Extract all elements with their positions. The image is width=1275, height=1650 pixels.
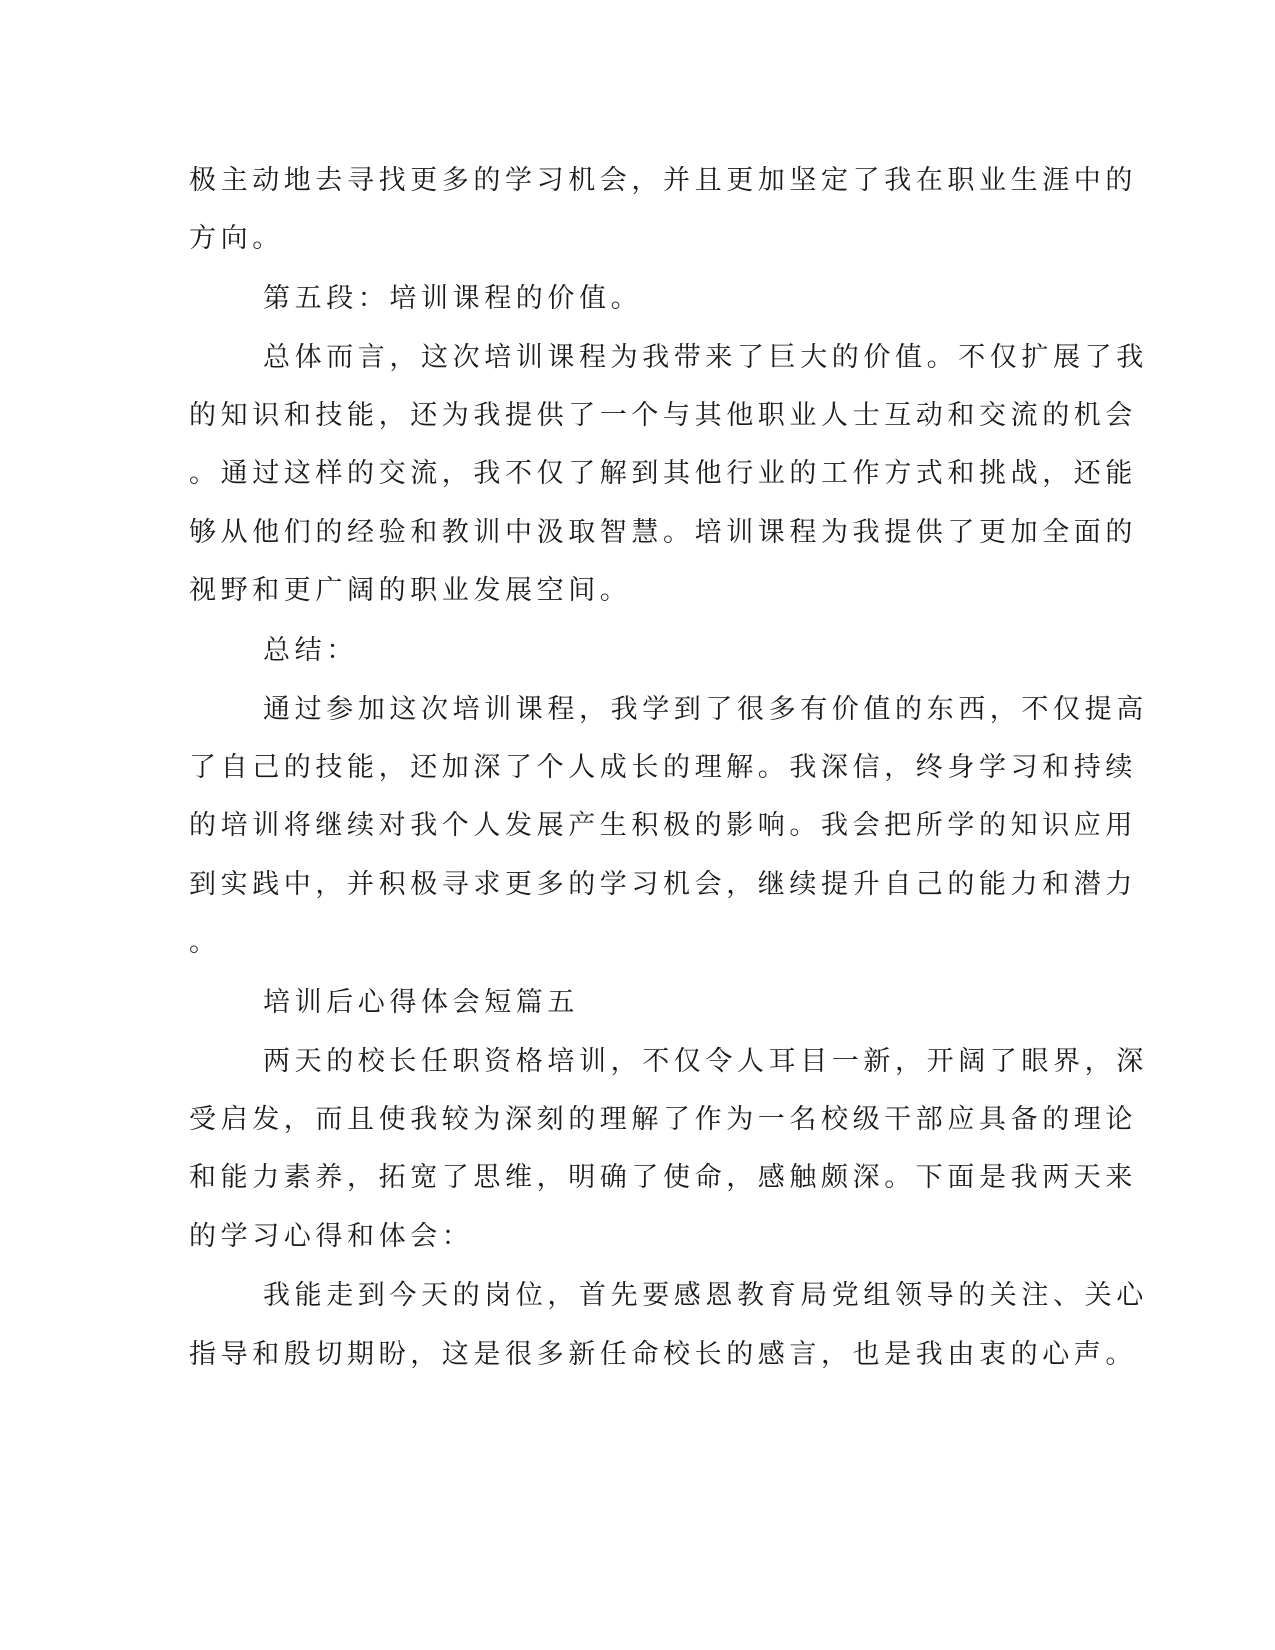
- text-line: 和能力素养，拓宽了思维，明确了使命，感触颇深。下面是我两天来: [189, 1162, 1137, 1193]
- text-line: 方向。: [189, 223, 284, 254]
- text-line: 了自己的技能，还加深了个人成长的理解。我深信，终身学习和持续: [189, 752, 1137, 783]
- text-line: 的学习心得和体会：: [189, 1221, 474, 1252]
- section-heading: 培训后心得体会短篇五: [263, 987, 579, 1018]
- text-line: 够从他们的经验和教训中汲取智慧。培训课程为我提供了更加全面的: [189, 517, 1137, 548]
- text-line: 视野和更广阔的职业发展空间。: [189, 575, 632, 606]
- text-line: 。通过这样的交流，我不仅了解到其他行业的工作方式和挑战，还能: [189, 458, 1137, 489]
- text-line: 我能走到今天的岗位，首先要感恩教育局党组领导的关注、关心: [263, 1280, 1148, 1311]
- text-line: 极主动地去寻找更多的学习机会，并且更加坚定了我在职业生涯中的: [189, 165, 1137, 196]
- text-line: 的知识和技能，还为我提供了一个与其他职业人士互动和交流的机会: [189, 400, 1137, 431]
- text-line: 指导和殷切期盼，这是很多新任命校长的感言，也是我由衷的心声。: [189, 1339, 1137, 1370]
- text-line: 通过参加这次培训课程，我学到了很多有价值的东西，不仅提高: [263, 694, 1148, 725]
- text-line: 两天的校长任职资格培训，不仅令人耳目一新，开阔了眼界，深: [263, 1046, 1148, 1077]
- text-line: 受启发，而且使我较为深刻的理解了作为一名校级干部应具备的理论: [189, 1104, 1137, 1135]
- text-line: 总体而言，这次培训课程为我带来了巨大的价值。不仅扩展了我: [263, 342, 1148, 373]
- text-line: 的培训将继续对我个人发展产生积极的影响。我会把所学的知识应用: [189, 810, 1137, 841]
- text-line: 。: [189, 927, 221, 958]
- section-heading: 第五段：培训课程的价值。: [263, 283, 643, 314]
- text-line: 到实践中，并积极寻求更多的学习机会，继续提升自己的能力和潜力: [189, 869, 1137, 900]
- section-heading: 总结：: [263, 635, 358, 666]
